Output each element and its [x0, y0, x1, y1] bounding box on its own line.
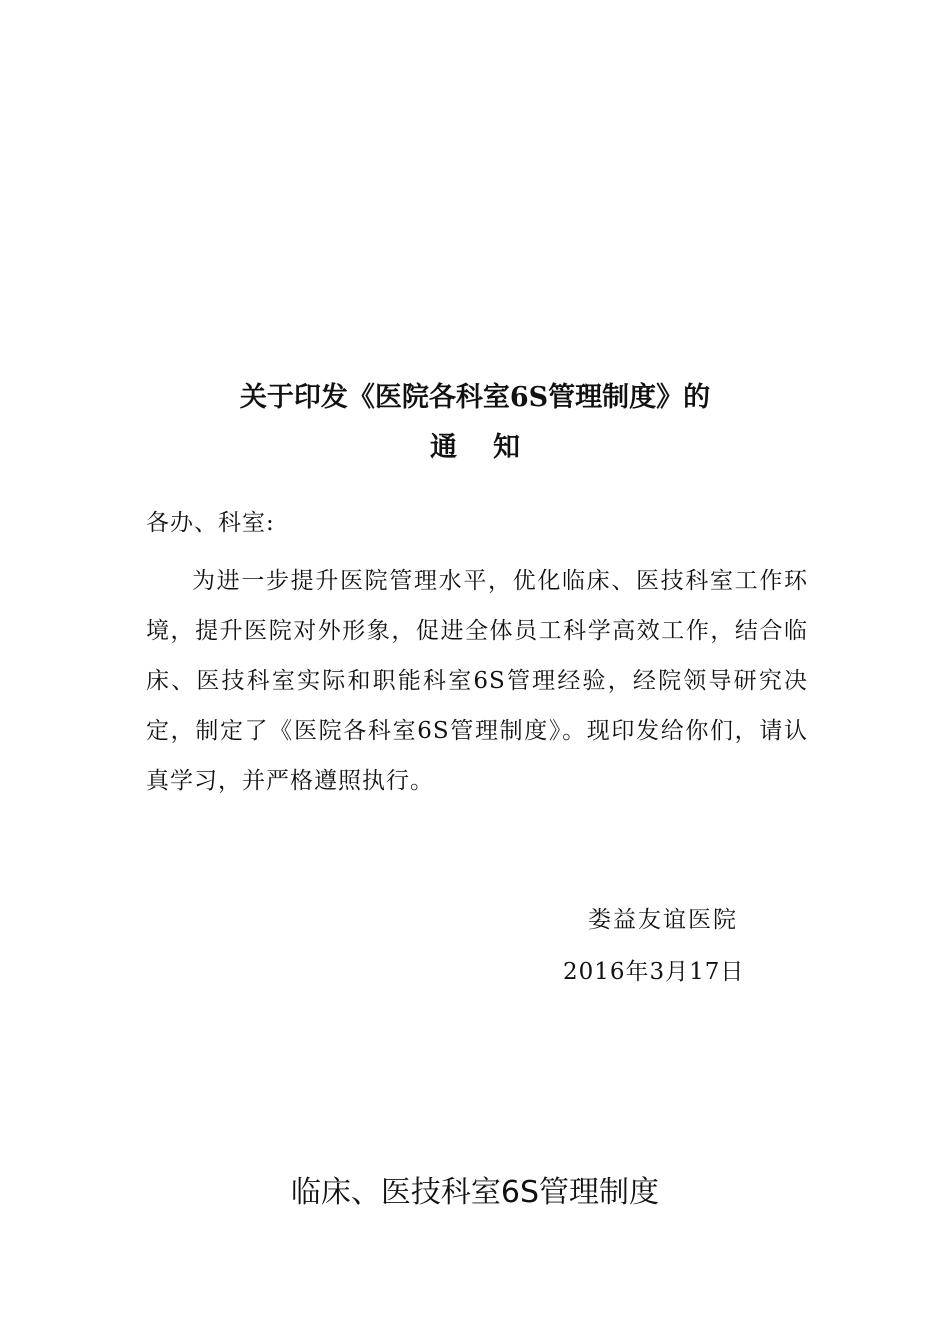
- notice-body: 为进一步提升医院管理水平，优化临床、医技科室工作环境，提升医院对外形象，促进全体员工科学高效工作，结合临床、医技科室实际和职能科室6S管理经验，经院领导研究决定，制定了《医院各科室6S管理制度》。现印发给你们，请认真学习，并严格遵照执行。: [146, 568, 808, 794]
- notice-title-line2: [0, 428, 950, 468]
- notice-title-char-2: 知: [493, 432, 520, 463]
- notice-salutation: 各办、科室:: [146, 510, 275, 536]
- notice-signature: 娄益友谊医院: [588, 907, 738, 933]
- notice-title-line1: 关于印发《医院各科室6S管理制度》的: [239, 382, 711, 413]
- section-title: 临床、医技科室6S管理制度: [290, 1175, 660, 1210]
- notice-date: 2016年3月17日: [563, 959, 745, 985]
- notice-title-char-1: 通: [430, 432, 457, 463]
